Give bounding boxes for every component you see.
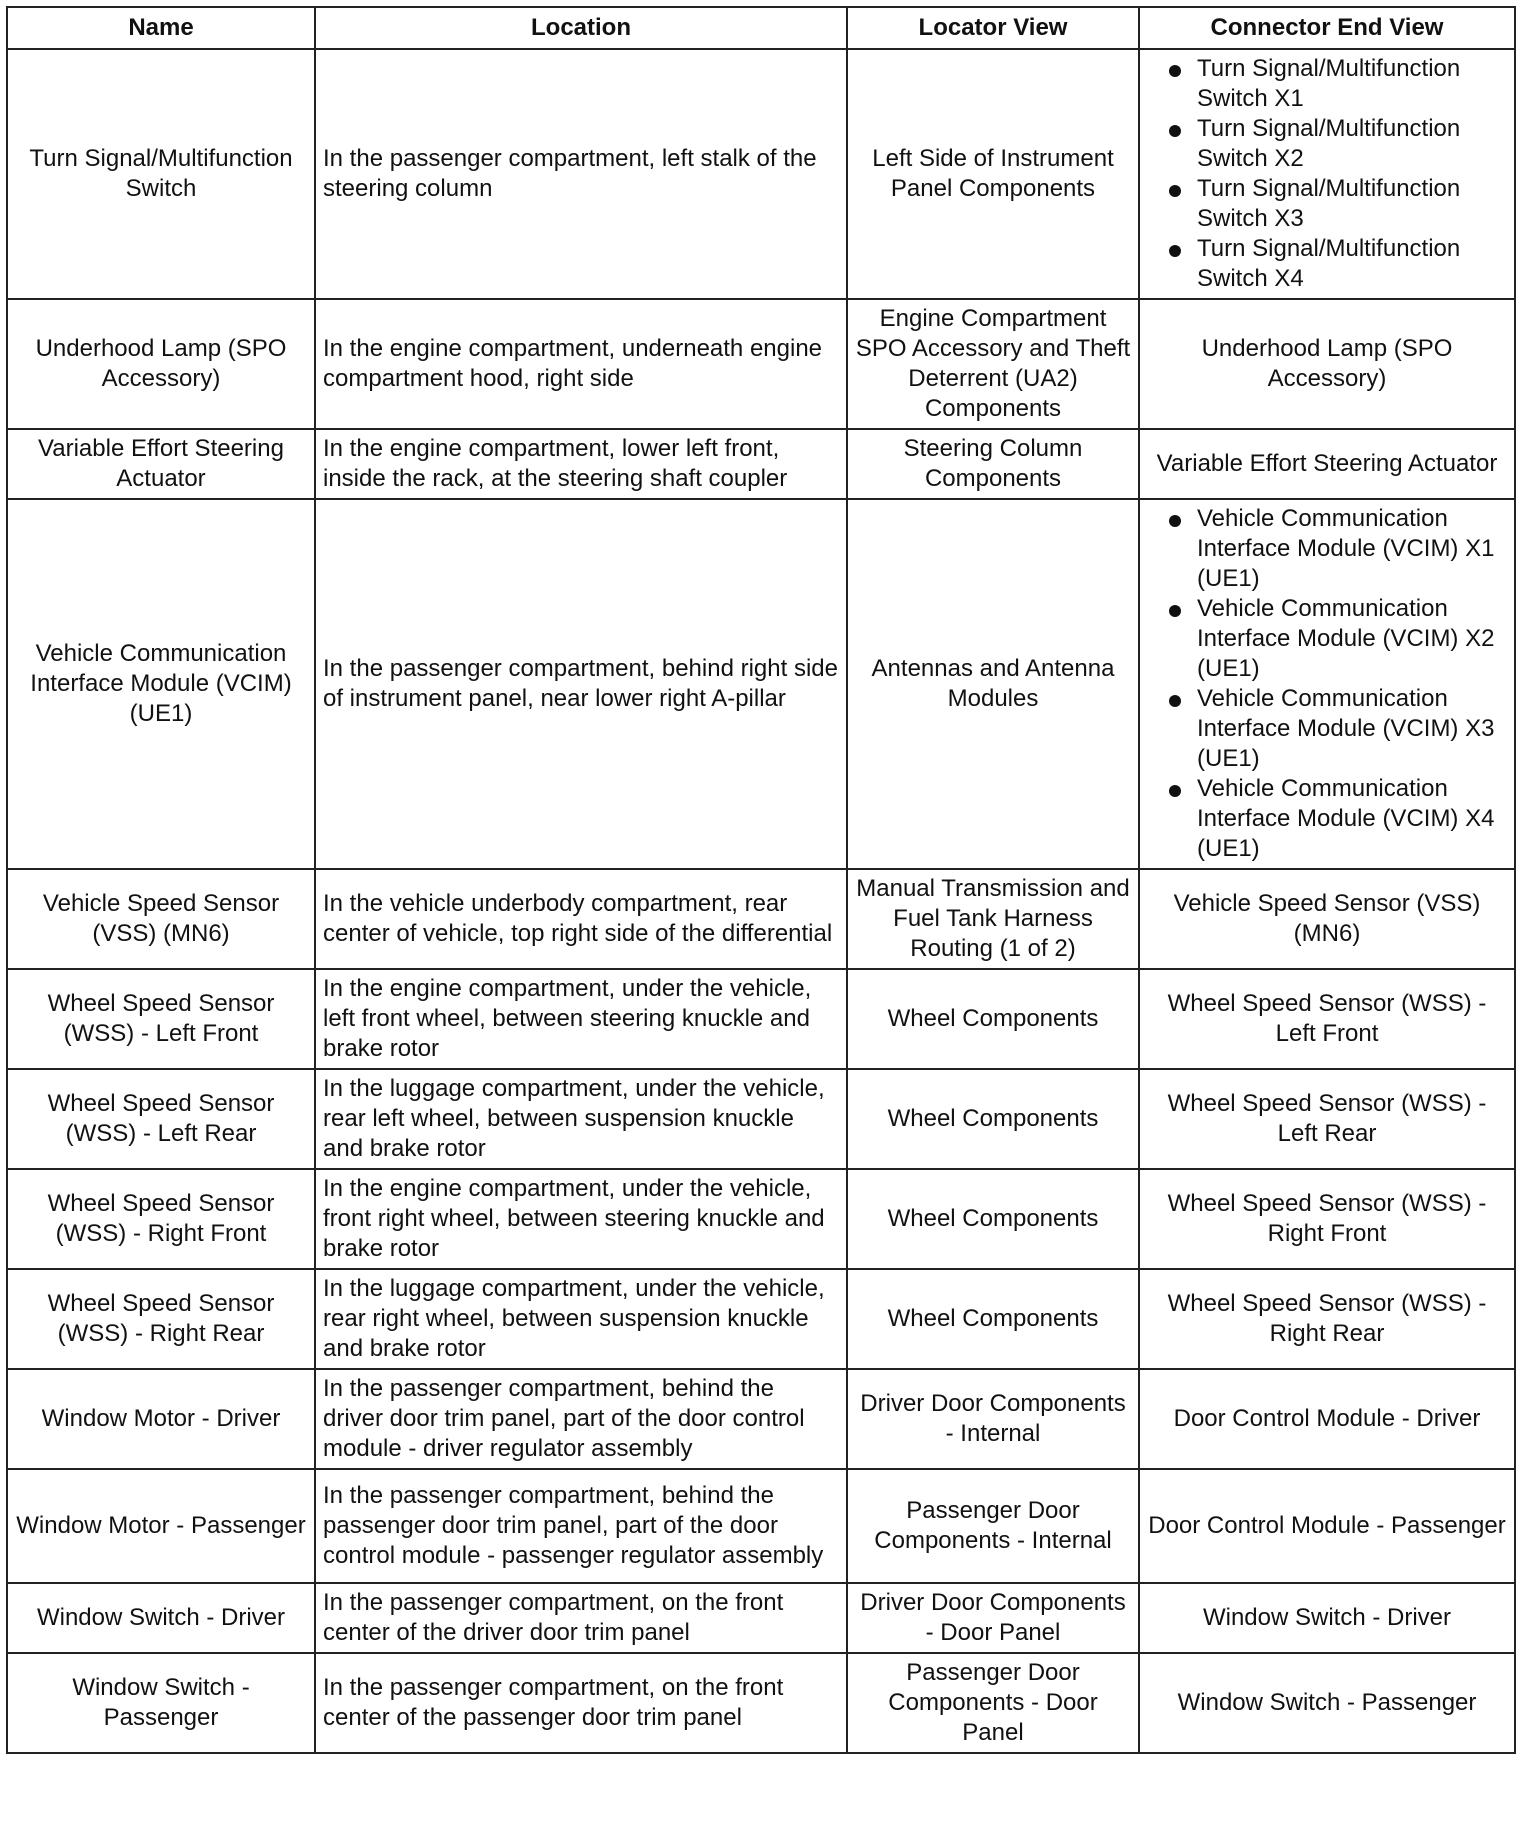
- cell-locator-view: Passenger Door Components - Door Panel: [847, 1653, 1139, 1753]
- cell-name: Underhood Lamp (SPO Accessory): [7, 299, 315, 429]
- connector-item: Turn Signal/Multifunction Switch X2: [1155, 114, 1507, 174]
- cell-connector-end-view: Window Switch - Driver: [1139, 1583, 1515, 1653]
- table-row: [7, 1583, 1515, 1653]
- cell-connector-end-view: Wheel Speed Sensor (WSS) - Right Front: [1139, 1169, 1515, 1269]
- cell-location: In the passenger compartment, on the front center of the driver door trim panel: [315, 1583, 847, 1653]
- table-row: [7, 499, 1515, 869]
- cell-name: Wheel Speed Sensor (WSS) - Right Rear: [7, 1269, 315, 1369]
- cell-locator-view: Wheel Components: [847, 969, 1139, 1069]
- connector-item: Vehicle Communication Interface Module (VCIM) X2 (UE1): [1155, 594, 1507, 684]
- cell-locator-view: Manual Transmission and Fuel Tank Harness Routing (1 of 2): [847, 869, 1139, 969]
- cell-location: In the luggage compartment, under the vehicle, rear right wheel, between suspension knuckle and brake rotor: [315, 1269, 847, 1369]
- cell-connector-end-view: [1139, 49, 1515, 299]
- table-row: [7, 1369, 1515, 1469]
- cell-name: Turn Signal/Multifunction Switch: [7, 49, 315, 299]
- cell-locator-view: Engine Compartment SPO Accessory and Theft Deterrent (UA2) Components: [847, 299, 1139, 429]
- connector-item: Turn Signal/Multifunction Switch X3: [1155, 174, 1507, 234]
- cell-name: Wheel Speed Sensor (WSS) - Left Front: [7, 969, 315, 1069]
- cell-connector-end-view: Door Control Module - Driver: [1139, 1369, 1515, 1469]
- component-locator-table: [6, 6, 1516, 1754]
- table-row: [7, 299, 1515, 429]
- table-row: [7, 1653, 1515, 1753]
- header-name: Name: [7, 7, 315, 49]
- table-row: [7, 1069, 1515, 1169]
- cell-connector-end-view: Vehicle Speed Sensor (VSS) (MN6): [1139, 869, 1515, 969]
- cell-location: In the engine compartment, lower left front, inside the rack, at the steering shaft coupler: [315, 429, 847, 499]
- cell-name: Window Switch - Passenger: [7, 1653, 315, 1753]
- cell-locator-view: Wheel Components: [847, 1169, 1139, 1269]
- cell-location: In the passenger compartment, on the front center of the passenger door trim panel: [315, 1653, 847, 1753]
- cell-name: Window Motor - Driver: [7, 1369, 315, 1469]
- cell-location: In the engine compartment, underneath engine compartment hood, right side: [315, 299, 847, 429]
- cell-location: In the passenger compartment, behind the driver door trim panel, part of the door control module - driver regulator assembly: [315, 1369, 847, 1469]
- cell-locator-view: Driver Door Components - Internal: [847, 1369, 1139, 1469]
- table-row: [7, 1469, 1515, 1583]
- header-locator-view: Locator View: [847, 7, 1139, 49]
- cell-connector-end-view: [1139, 499, 1515, 869]
- cell-connector-end-view: Door Control Module - Passenger: [1139, 1469, 1515, 1583]
- connector-item: Vehicle Communication Interface Module (VCIM) X3 (UE1): [1155, 684, 1507, 774]
- cell-locator-view: Antennas and Antenna Modules: [847, 499, 1139, 869]
- cell-name: Wheel Speed Sensor (WSS) - Left Rear: [7, 1069, 315, 1169]
- header-location: Location: [315, 7, 847, 49]
- cell-connector-end-view: Variable Effort Steering Actuator: [1139, 429, 1515, 499]
- cell-location: In the engine compartment, under the vehicle, left front wheel, between steering knuckle and brake rotor: [315, 969, 847, 1069]
- table-row: [7, 429, 1515, 499]
- connector-list: [1147, 54, 1507, 294]
- connector-item: Vehicle Communication Interface Module (VCIM) X4 (UE1): [1155, 774, 1507, 864]
- cell-connector-end-view: Wheel Speed Sensor (WSS) - Left Rear: [1139, 1069, 1515, 1169]
- cell-locator-view: Passenger Door Components - Internal: [847, 1469, 1139, 1583]
- cell-name: Vehicle Communication Interface Module (VCIM) (UE1): [7, 499, 315, 869]
- cell-connector-end-view: Underhood Lamp (SPO Accessory): [1139, 299, 1515, 429]
- cell-location: In the engine compartment, under the vehicle, front right wheel, between steering knuckle and brake rotor: [315, 1169, 847, 1269]
- cell-connector-end-view: Wheel Speed Sensor (WSS) - Right Rear: [1139, 1269, 1515, 1369]
- cell-locator-view: Steering Column Components: [847, 429, 1139, 499]
- table-row: [7, 1269, 1515, 1369]
- connector-item: Vehicle Communication Interface Module (VCIM) X1 (UE1): [1155, 504, 1507, 594]
- cell-locator-view: Wheel Components: [847, 1069, 1139, 1169]
- table-row: [7, 869, 1515, 969]
- connector-item: Turn Signal/Multifunction Switch X4: [1155, 234, 1507, 294]
- cell-locator-view: Wheel Components: [847, 1269, 1139, 1369]
- cell-location: In the luggage compartment, under the vehicle, rear left wheel, between suspension knuckle and brake rotor: [315, 1069, 847, 1169]
- cell-location: In the passenger compartment, behind the passenger door trim panel, part of the door control module - passenger regulator assembly: [315, 1469, 847, 1583]
- cell-location: In the passenger compartment, behind right side of instrument panel, near lower right A-pillar: [315, 499, 847, 869]
- connector-item: Turn Signal/Multifunction Switch X1: [1155, 54, 1507, 114]
- cell-name: Vehicle Speed Sensor (VSS) (MN6): [7, 869, 315, 969]
- cell-location: In the vehicle underbody compartment, rear center of vehicle, top right side of the differential: [315, 869, 847, 969]
- table-row: [7, 969, 1515, 1069]
- table-header-row: [7, 7, 1515, 49]
- cell-name: Window Switch - Driver: [7, 1583, 315, 1653]
- cell-location: In the passenger compartment, left stalk of the steering column: [315, 49, 847, 299]
- cell-locator-view: Driver Door Components - Door Panel: [847, 1583, 1139, 1653]
- table-row: [7, 49, 1515, 299]
- cell-name: Window Motor - Passenger: [7, 1469, 315, 1583]
- header-connector-end-view: Connector End View: [1139, 7, 1515, 49]
- cell-connector-end-view: Window Switch - Passenger: [1139, 1653, 1515, 1753]
- cell-name: Wheel Speed Sensor (WSS) - Right Front: [7, 1169, 315, 1269]
- cell-locator-view: Left Side of Instrument Panel Components: [847, 49, 1139, 299]
- connector-list: [1147, 504, 1507, 864]
- cell-name: Variable Effort Steering Actuator: [7, 429, 315, 499]
- cell-connector-end-view: Wheel Speed Sensor (WSS) - Left Front: [1139, 969, 1515, 1069]
- table-row: [7, 1169, 1515, 1269]
